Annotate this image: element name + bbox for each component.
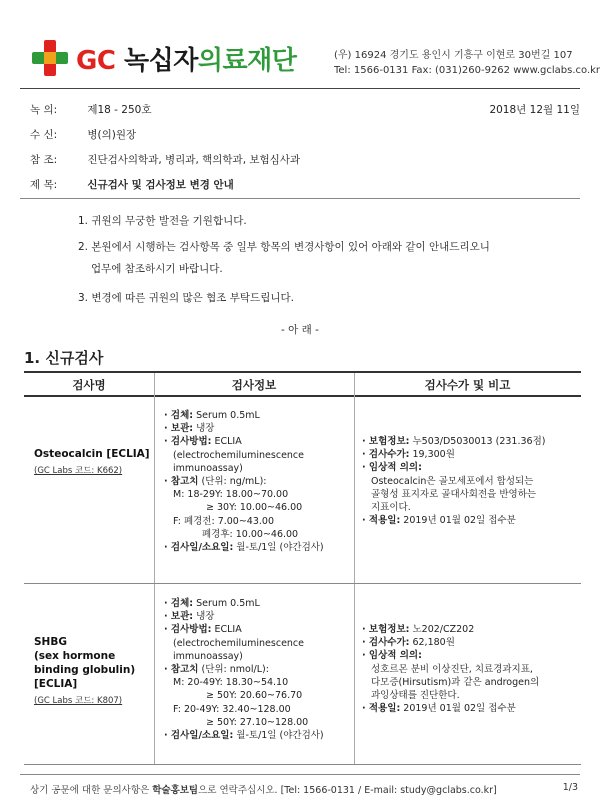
storage-label: · 보관: [164, 423, 194, 435]
test-name-line: (sex hormone [34, 650, 116, 662]
reference-range: F: 폐경전: 7.00~43.00 [173, 515, 275, 527]
test-name-line: binding globulin) [34, 664, 136, 676]
reference-unit: (단위: nmol/L): [201, 664, 269, 676]
apply-label: · 적용일: [362, 515, 401, 527]
reference-range: F: 20-49Y: 32.40~128.00 [173, 703, 291, 715]
clinical-text: 다모증(Hirsutism)과 같은 androgen의 [371, 676, 540, 688]
recipient-label: 수 신: [30, 129, 58, 141]
row-divider [24, 583, 581, 584]
reference-range: ≥ 50Y: 20.60~76.70 [206, 690, 303, 702]
table-header [24, 373, 581, 397]
apply-date: 2019년 01월 02일 접수분 [403, 515, 516, 527]
method-detail: (electrochemiluminescence [173, 637, 305, 649]
specimen-label: · 검체: [164, 410, 194, 421]
body-line-2a: 2. 본원에서 시행하는 검사항목 중 일부 항목의 변경사항이 있어 아래와 같이 안내드리오니 [78, 241, 490, 253]
fee-label: · 검사수가: [362, 449, 410, 461]
section-title: 1. 신규검사 [24, 349, 104, 367]
header-test-name: 검사명 [72, 378, 106, 392]
footer-text: 상기 공문에 대한 문의사항은 [30, 785, 153, 796]
test-code: (GC Labs 코드: K807) [34, 696, 123, 706]
apply-date: 2019년 01월 02일 접수분 [403, 703, 516, 715]
doc-number: 제18 - 250호 [87, 104, 152, 116]
reference-range: ≥ 30Y: 10.00~46.00 [206, 502, 303, 514]
method: ECLIA [214, 624, 242, 636]
footer-divider [20, 774, 580, 775]
schedule-label: · 검사일/소요일: [164, 730, 234, 742]
fee-notes [362, 623, 539, 715]
reference-range: M: 20-49Y: 18.30~54.10 [173, 677, 289, 689]
brand-name [76, 40, 296, 77]
specimen: Serum 0.5mL [196, 598, 260, 609]
address-line1: (우) 16924 경기도 용인시 기흥구 이현로 30번길 107 [334, 50, 573, 61]
schedule-label: · 검사일/소요일: [164, 542, 234, 554]
reference-range: ≥ 50Y: 27.10~128.00 [206, 716, 309, 728]
footer-team: 학술홍보팀 [152, 785, 199, 796]
test-code: (GC Labs 코드: K662) [34, 466, 123, 476]
recipient: 병(의)원장 [87, 129, 137, 141]
reference-unit: (단위: ng/mL): [201, 476, 267, 488]
brand-name-b: 의료재단 [197, 46, 297, 76]
body-line-1: 1. 귀원의 무궁한 발전을 기원합니다. [78, 215, 247, 227]
test-name-line: Osteocalcin [ECLIA] [34, 448, 150, 460]
header-test-info: 검사정보 [231, 378, 277, 392]
fee: 62,180원 [412, 637, 455, 649]
test-name-line: [ECLIA] [34, 678, 78, 690]
insurance: 노202/CZ202 [412, 624, 475, 635]
letterhead [0, 0, 600, 92]
schedule: 월-토/1일 (야간검사) [236, 542, 324, 554]
reference-label: · 참고치 [164, 664, 199, 676]
insurance: 누503/D5030013 (231.36점) [412, 436, 546, 447]
below-marker: - 아 래 - [281, 324, 319, 336]
insurance-label: · 보험정보: [362, 624, 410, 635]
fee: 19,300원 [412, 449, 455, 461]
test-name [34, 447, 150, 478]
footer-contact [30, 782, 497, 796]
insurance-label: · 보험정보: [362, 436, 410, 447]
address-block [334, 48, 600, 78]
apply-label: · 적용일: [362, 703, 401, 715]
fee-label: · 검사수가: [362, 637, 410, 649]
brand-name-a: 녹십자 [123, 46, 198, 76]
brand-gc: GC [76, 46, 116, 76]
meta-divider [20, 198, 580, 199]
clinical-label: · 임상적 의의: [362, 650, 422, 662]
reference-range: M: 18-29Y: 18.00~70.00 [173, 489, 289, 501]
fee-notes [362, 435, 545, 527]
method-label: · 검사방법: [164, 436, 212, 448]
footer-text: 으로 연락주십시오. [Tel: 1566-0131 / E-mail: study@gclabs.co.kr] [198, 785, 497, 796]
reference: 진단검사의학과, 병리과, 핵의학과, 보험심사과 [87, 154, 301, 166]
header-fee-notes: 검사수가 및 비고 [424, 378, 511, 392]
header-divider [20, 88, 580, 89]
recipient-row [30, 127, 580, 142]
body-line-3: 3. 변경에 따른 귀원의 많은 협조 부탁드립니다. [78, 292, 294, 304]
storage: 냉장 [196, 423, 215, 435]
clinical-label: · 임상적 의의: [362, 462, 422, 474]
doc-date: 2018년 12월 11일 [489, 104, 580, 116]
clinical-text: 골형성 표지자로 골대사회전을 반영하는 [371, 488, 537, 500]
reference-label: 참 조: [30, 154, 58, 166]
method: ECLIA [214, 436, 242, 448]
clinical-text: 과잉상태를 진단한다. [371, 690, 460, 702]
doc-number-label: 녹 의: [30, 104, 58, 116]
test-name-line: SHBG [34, 636, 67, 648]
storage: 냉장 [196, 611, 215, 623]
method-detail: immunoassay) [173, 650, 243, 662]
page-number: 1/3 [562, 782, 578, 793]
clinical-text: 지표이다. [371, 502, 411, 514]
address-line2: Tel: 1566-0131 Fax: (031)260-9262 www.gclabs.co.kr [334, 65, 600, 76]
gc-cross-logo-icon [30, 38, 70, 78]
test-name [34, 635, 135, 708]
body-line-2b: 업무에 참조하시기 바랍니다. [91, 263, 223, 275]
reference-range: 폐경후: 10.00~46.00 [202, 528, 299, 540]
reference-label: · 참고치 [164, 476, 199, 488]
column-divider [154, 373, 155, 764]
specimen-label: · 검체: [164, 598, 194, 609]
test-info [164, 409, 324, 554]
specimen: Serum 0.5mL [196, 410, 260, 421]
storage-label: · 보관: [164, 611, 194, 623]
subject-row [30, 177, 580, 192]
clinical-text: Osteocalcin은 골모세포에서 합성되는 [371, 475, 534, 487]
new-tests-table [24, 371, 581, 765]
method-label: · 검사방법: [164, 624, 212, 636]
reference-row [30, 152, 580, 167]
method-detail: immunoassay) [173, 462, 243, 474]
clinical-text: 성호르몬 분비 이상진단, 치료경과지표, [371, 663, 533, 675]
test-info [164, 597, 324, 742]
method-detail: (electrochemiluminescence [173, 449, 305, 461]
subject: 신규검사 및 검사정보 변경 안내 [87, 179, 234, 191]
schedule: 월-토/1일 (야간검사) [236, 730, 324, 742]
subject-label: 제 목: [30, 179, 58, 191]
column-divider [354, 373, 355, 764]
doc-number-row [30, 102, 580, 117]
